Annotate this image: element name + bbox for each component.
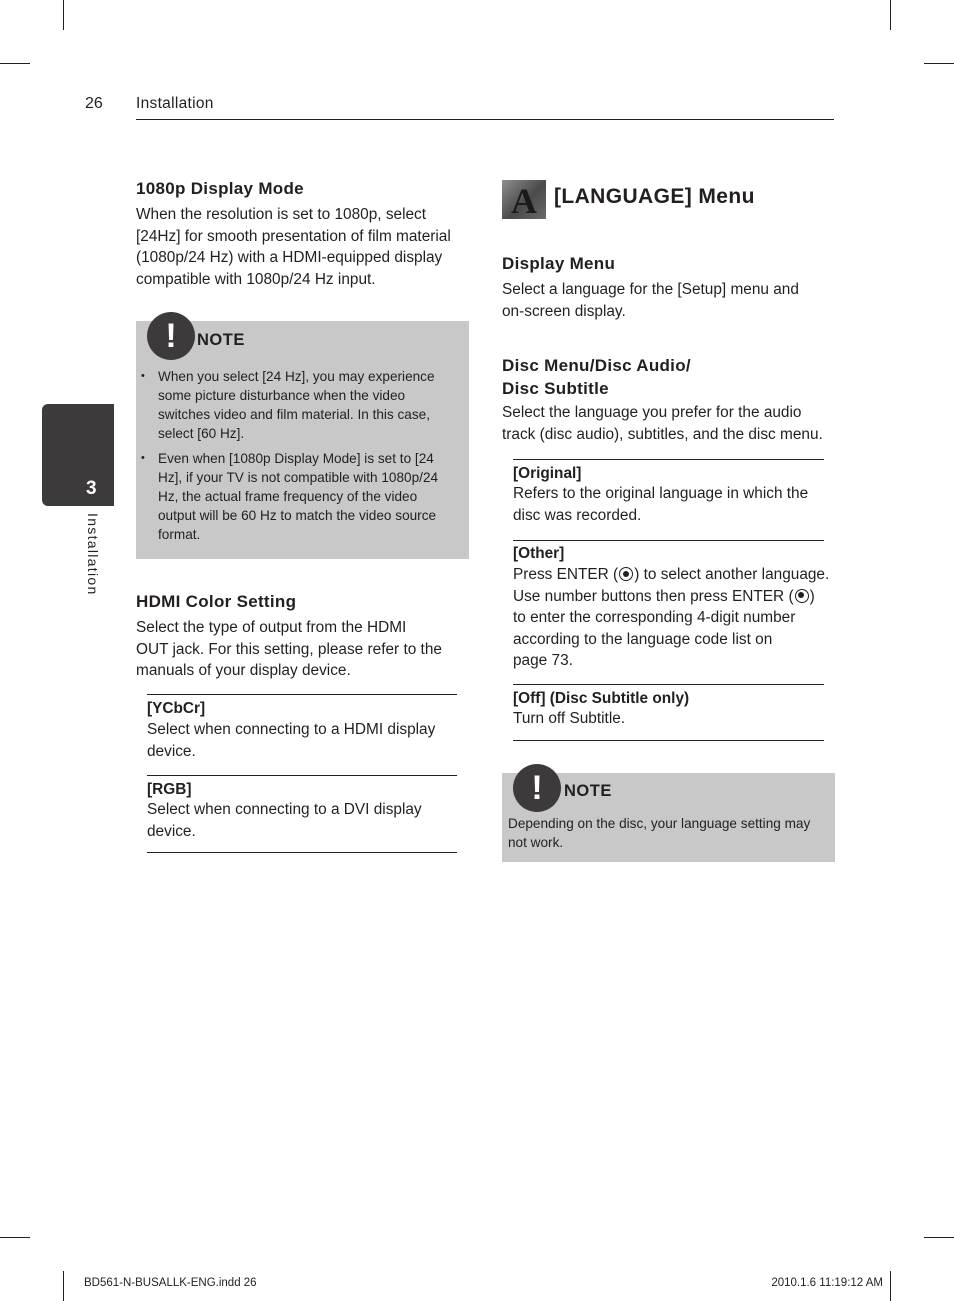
hdmi-color-text bbox=[136, 617, 466, 682]
crop-mark bbox=[890, 0, 891, 30]
note-title: NOTE bbox=[197, 331, 245, 349]
header-rule bbox=[136, 119, 834, 120]
option-rule bbox=[147, 775, 457, 776]
note-box bbox=[136, 317, 469, 559]
text-fragment: Press ENTER ( bbox=[513, 566, 619, 583]
option-rule bbox=[513, 459, 824, 460]
text-line: on-screen display. bbox=[502, 302, 626, 320]
crop-mark bbox=[63, 0, 64, 30]
option-label-rgb: [RGB] bbox=[147, 781, 192, 798]
text-line: Select when connecting to a HDMI display bbox=[147, 721, 436, 738]
language-menu-icon bbox=[502, 180, 546, 219]
text-line: not work. bbox=[508, 835, 564, 850]
option-rule bbox=[513, 540, 824, 541]
note-item: • Even when [1080p Display Mode] is set to [24 Hz], if your TV is not compatible with 1080p/24 Hz, the actual frame frequency of the video output will be 60 Hz to match the video source format. bbox=[136, 449, 458, 544]
crop-mark bbox=[0, 1237, 30, 1238]
text-line: When the resolution is set to 1080p, select bbox=[136, 206, 427, 223]
footer-timestamp: 2010.1.6 11:19:12 AM bbox=[771, 1277, 883, 1289]
text-line: page 73. bbox=[513, 652, 573, 669]
text-line: device. bbox=[147, 742, 196, 760]
display-mode-heading: 1080p Display Mode bbox=[136, 179, 304, 198]
text-line: Refers to the original language in which the bbox=[513, 485, 809, 502]
option-text-other bbox=[513, 564, 833, 672]
display-menu-heading: Display Menu bbox=[502, 254, 616, 273]
language-menu-title: [LANGUAGE] Menu bbox=[554, 185, 755, 208]
text-line: compatible with 1080p/24 Hz input. bbox=[136, 270, 376, 288]
footer-filename: BD561-N-BUSALLK-ENG.indd 26 bbox=[84, 1277, 257, 1289]
crop-mark bbox=[63, 1271, 64, 1301]
note-text bbox=[508, 814, 833, 852]
option-label-original: [Original] bbox=[513, 465, 582, 482]
option-label-off: [Off] (Disc Subtitle only) bbox=[513, 690, 690, 707]
crop-mark bbox=[924, 63, 954, 64]
crop-mark bbox=[0, 63, 30, 64]
text-line: manuals of your display device. bbox=[136, 662, 351, 679]
heading-line: Disc Menu/Disc Audio/ bbox=[502, 356, 691, 375]
text-line: OUT jack. For this setting, please refer to the bbox=[136, 640, 442, 658]
disc-menu-heading bbox=[502, 354, 691, 400]
crop-mark bbox=[924, 1237, 954, 1238]
text-line: according to the language code list on bbox=[513, 630, 773, 648]
note-box bbox=[502, 769, 835, 862]
option-text-ycbcr bbox=[147, 719, 457, 762]
text-line: [24Hz] for smooth presentation of film material bbox=[136, 227, 451, 245]
text-line: track (disc audio), subtitles, and the disc menu. bbox=[502, 425, 823, 443]
language-icon-glyph: A bbox=[511, 181, 537, 221]
option-label-other: [Other] bbox=[513, 545, 565, 562]
note-list bbox=[136, 367, 458, 550]
hdmi-color-heading: HDMI Color Setting bbox=[136, 592, 297, 611]
option-label-ycbcr: [YCbCr] bbox=[147, 700, 206, 717]
display-menu-text bbox=[502, 279, 836, 322]
text-line: disc was recorded. bbox=[513, 506, 642, 524]
option-text-rgb bbox=[147, 799, 457, 842]
crop-mark bbox=[890, 1271, 891, 1301]
chapter-number: 3 bbox=[86, 478, 97, 499]
text-line: Select the type of output from the HDMI bbox=[136, 619, 407, 636]
option-rule bbox=[147, 694, 457, 695]
text-line: Select the language you prefer for the audio bbox=[502, 404, 802, 421]
text-line bbox=[513, 586, 833, 608]
text-line bbox=[513, 564, 833, 586]
option-rule bbox=[513, 684, 824, 685]
running-header-section: Installation bbox=[136, 95, 214, 112]
enter-button-icon bbox=[795, 589, 809, 603]
disc-menu-text bbox=[502, 402, 842, 445]
page-number: 26 bbox=[85, 95, 103, 112]
text-fragment: ) to select another language. bbox=[634, 566, 830, 583]
option-text-off bbox=[513, 708, 828, 730]
note-item: • When you select [24 Hz], you may experience some picture disturbance when the video switches video and film material. In this case, select [60 Hz]. bbox=[136, 367, 458, 443]
text-line: Select a language for the [Setup] menu and bbox=[502, 281, 799, 298]
exclamation-icon: ! bbox=[513, 764, 561, 812]
option-rule bbox=[513, 740, 824, 741]
option-rule bbox=[147, 852, 457, 853]
exclamation-icon: ! bbox=[147, 312, 195, 360]
text-line: Select when connecting to a DVI display bbox=[147, 801, 422, 818]
chapter-label: Installation bbox=[85, 513, 101, 596]
text-line: Depending on the disc, your language setting may bbox=[508, 816, 811, 831]
text-line: to enter the corresponding 4-digit number bbox=[513, 609, 796, 626]
heading-line: Disc Subtitle bbox=[502, 379, 609, 398]
text-fragment: ) bbox=[809, 587, 815, 605]
text-line: Turn off Subtitle. bbox=[513, 710, 626, 727]
text-line: (1080p/24 Hz) with a HDMI-equipped display bbox=[136, 249, 443, 266]
option-text-original bbox=[513, 483, 828, 526]
text-line: device. bbox=[147, 822, 196, 840]
note-title: NOTE bbox=[564, 782, 612, 800]
display-mode-text bbox=[136, 204, 476, 290]
text-fragment: Use number buttons then press ENTER ( bbox=[513, 587, 794, 605]
enter-button-icon bbox=[619, 567, 633, 581]
